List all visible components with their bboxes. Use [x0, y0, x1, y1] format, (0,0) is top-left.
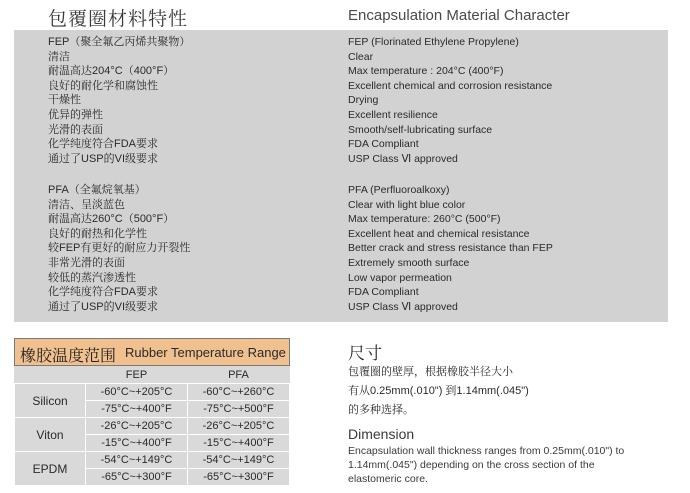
dimension-cn-line: 的多种选择。 — [348, 404, 414, 416]
cell-value: -60°C~+205°C — [86, 384, 188, 401]
cell-value: -60°C~+260°C — [188, 384, 290, 401]
row-name-silicon: Silicon — [15, 384, 86, 418]
rubber-temperature-table — [14, 338, 290, 486]
dimension-title-en: Dimension — [348, 426, 415, 442]
cell-value: -15°C~+400°F — [188, 435, 290, 452]
material-properties-panel — [14, 30, 668, 322]
fep-en-line: Smooth/self-lubricating surface — [348, 123, 493, 136]
fep-en-line: USP Class Ⅵ approved — [348, 152, 458, 165]
pfa-cn-line: PFA（全氟烷氧基） — [48, 184, 146, 196]
fep-cn-line: FEP（聚全氟乙丙烯共聚物） — [48, 36, 191, 48]
rubber-temperature-header — [14, 338, 290, 366]
pfa-en-line: Better crack and stress resistance than FEP — [348, 242, 553, 255]
fep-cn-line: 光滑的表面 — [48, 123, 103, 136]
column-header-fep: FEP — [125, 368, 148, 381]
fep-chinese-list — [48, 35, 190, 166]
pfa-en-line: Low vapor permeation — [348, 271, 452, 284]
fep-cn-line: 良好的耐化学和腐蚀性 — [48, 79, 158, 92]
rubber-temp-title-cn: 橡胶温度范围 — [20, 348, 117, 365]
cell-value: -26°C~+205°C — [86, 418, 188, 435]
pfa-en-line: USP Class Ⅵ approved — [348, 300, 458, 313]
pfa-en-line: Extremely smooth surface — [348, 256, 470, 269]
fep-cn-line: 清洁 — [48, 50, 70, 63]
cell-value: -54°C~+149°C — [188, 452, 290, 469]
cell-value: -26°C~+205°C — [188, 418, 290, 435]
pfa-cn-line: 化学纯度符合FDA要求 — [48, 286, 158, 299]
cell-value: -75°C~+500°F — [188, 401, 290, 418]
pfa-english-list — [348, 183, 553, 314]
fep-cn-line: 优异的弹性 — [48, 108, 103, 121]
fep-english-list — [348, 35, 552, 166]
row-name-viton: Viton — [15, 418, 86, 452]
temperature-grid — [14, 366, 290, 486]
pfa-cn-line: 耐温高达260°C（500°F） — [48, 213, 175, 226]
fep-en-line: Excellent resilience — [348, 108, 438, 121]
pfa-en-line: Clear with light blue color — [348, 198, 466, 211]
row-name-epdm: EPDM — [15, 452, 86, 486]
pfa-cn-line: 良好的耐热和化学性 — [48, 227, 147, 240]
pfa-en-line: Excellent heat and chemical resistance — [348, 227, 530, 240]
fep-en-line: Clear — [348, 50, 374, 63]
pfa-cn-line: 清洁、呈淡蓝色 — [48, 198, 125, 211]
pfa-en-line: PFA (Perfluoroalkoxy) — [348, 184, 450, 196]
dimension-text-cn — [348, 363, 529, 420]
fep-cn-line: 干燥性 — [48, 94, 81, 107]
cell-value: -75°C~+400°F — [86, 401, 188, 418]
fep-en-line: FEP (Florinated Ethylene Propylene) — [348, 36, 519, 48]
pfa-en-line: Max temperature: 260°C (500°F) — [348, 213, 501, 226]
dimension-text-en: Encapsulation wall thickness ranges from 0.25mm(.010") to 1.14mm(.045") depending on the cross section of the elastomeric core. — [348, 445, 625, 485]
dimension-cn-line: 有从0.25mm(.010") 到1.14mm(.045") — [348, 385, 529, 397]
title-english: Encapsulation Material Character — [348, 7, 570, 24]
pfa-cn-line: 通过了USP的VI级要求 — [48, 300, 159, 313]
pfa-cn-line: 较低的蒸汽渗透性 — [48, 271, 136, 284]
cell-value: -54°C~+149°C — [86, 452, 188, 469]
fep-cn-line: 化学纯度符合FDA要求 — [48, 138, 158, 151]
fep-en-line: Max temperature : 204°C (400°F) — [348, 65, 504, 78]
fep-cn-line: 耐温高达204°C（400°F） — [48, 65, 175, 78]
rubber-temp-title-en: Rubber Temperature Range — [125, 345, 286, 360]
cell-value: -65°C~+300°F — [188, 469, 290, 486]
cell-value: -65°C~+300°F — [86, 469, 188, 486]
cell-value: -15°C~+400°F — [86, 435, 188, 452]
fep-en-line: Drying — [348, 94, 379, 107]
column-header-pfa: PFA — [228, 368, 249, 381]
pfa-en-line: FDA Compliant — [348, 286, 419, 299]
title-chinese: 包覆圈材料特性 — [48, 9, 189, 30]
dimension-title-cn: 尺寸 — [348, 344, 382, 363]
pfa-cn-line: 非常光滑的表面 — [48, 256, 125, 269]
fep-en-line: Excellent chemical and corrosion resistance — [348, 79, 553, 92]
fep-cn-line: 通过了USP的VI级要求 — [48, 152, 159, 165]
pfa-cn-line: 较FEP有更好的耐应力开裂性 — [48, 242, 191, 255]
pfa-chinese-list — [48, 183, 190, 314]
dimension-cn-line: 包覆圈的壁厚，根据橡胶半径大小 — [348, 366, 513, 378]
fep-en-line: FDA Compliant — [348, 138, 419, 151]
